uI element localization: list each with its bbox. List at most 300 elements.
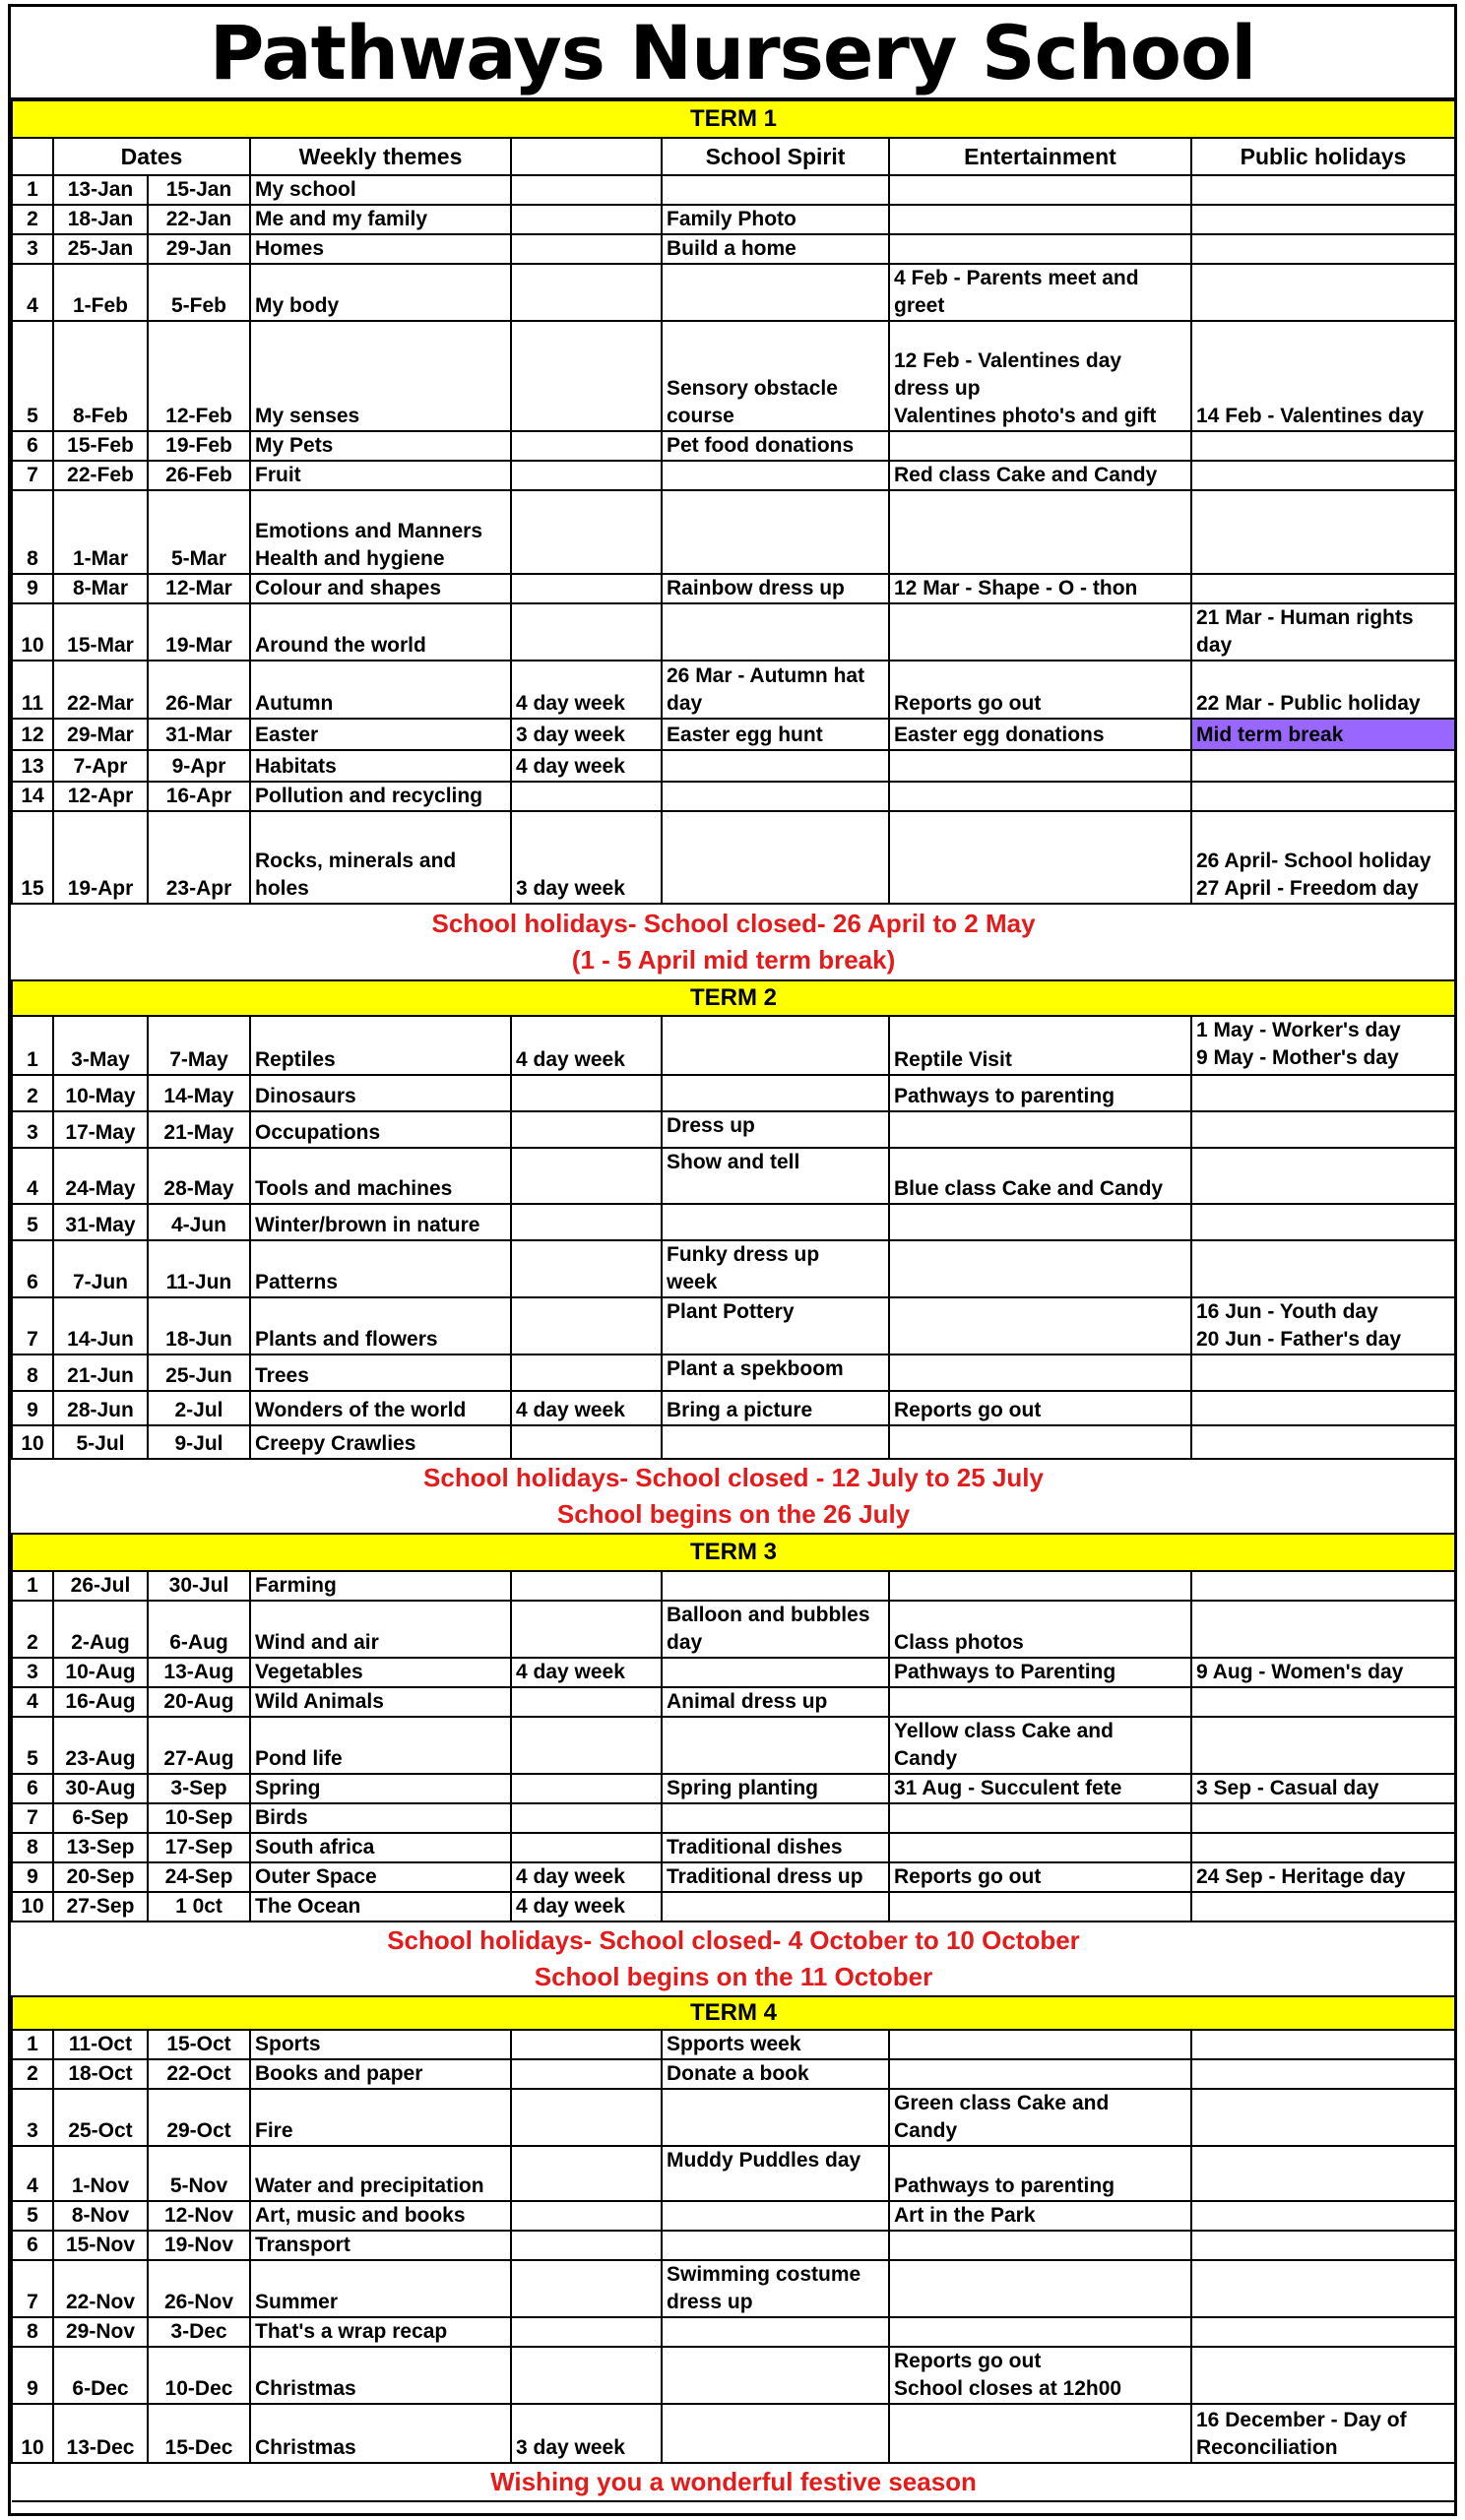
public-holiday [1191,574,1455,603]
public-holiday: 24 Sep - Heritage day [1191,1862,1455,1892]
date-to: 3-Sep [148,1774,250,1803]
school-spirit [662,750,889,782]
school-spirit: Plant Pottery [662,1297,889,1354]
entertainment [889,2059,1191,2089]
public-holiday [1191,264,1455,321]
public-holiday [1191,2231,1455,2260]
date-to: 30-Jul [148,1571,250,1601]
date-from: 6-Dec [53,2347,148,2404]
date-to: 22-Oct [148,2059,250,2089]
school-spirit: Easter egg hunt [662,719,889,750]
table-row [12,1862,1455,1892]
weekly-theme: Birds [250,1803,511,1833]
public-holiday [1191,2146,1455,2201]
weekly-theme: Habitats [250,750,511,782]
date-from: 13-Jan [53,175,148,205]
week-length [511,2231,662,2260]
school-spirit: Traditional dishes [662,1833,889,1862]
weekly-theme: Creepy Crawlies [250,1425,511,1459]
week-length [511,1425,662,1459]
week-number: 6 [12,2231,53,2260]
date-to: 31-Mar [148,719,250,750]
school-spirit: Donate a book [662,2059,889,2089]
public-holiday: 9 Aug - Women's day [1191,1658,1455,1687]
week-length [511,1240,662,1297]
date-from: 13-Sep [53,1833,148,1862]
date-from: 26-Jul [53,1571,148,1601]
week-number: 4 [12,1687,53,1717]
date-from: 1-Feb [53,264,148,321]
date-from: 13-Dec [53,2404,148,2463]
week-length [511,461,662,490]
date-from: 22-Nov [53,2260,148,2317]
week-length [511,2146,662,2201]
public-holiday [1191,490,1455,574]
table-row [12,811,1455,904]
date-to: 2-Jul [148,1391,250,1425]
weekly-theme: South africa [250,1833,511,1862]
entertainment [889,782,1191,811]
date-from: 19-Apr [53,811,148,904]
entertainment [889,1892,1191,1922]
entertainment [889,490,1191,574]
holiday-note-row [12,2463,1455,2501]
public-holiday [1191,1148,1455,1204]
date-from: 8-Feb [53,321,148,431]
weekly-theme: Christmas [250,2347,511,2404]
date-from: 18-Oct [53,2059,148,2089]
public-holiday [1191,2089,1455,2146]
term-band [12,1996,1455,2030]
holiday-note [12,904,1455,980]
date-from: 22-Mar [53,661,148,719]
school-spirit [662,2347,889,2404]
date-from: 10-May [53,1075,148,1111]
date-from: 8-Mar [53,574,148,603]
table-row [12,2089,1455,2146]
week-number: 14 [12,782,53,811]
holiday-note-line: (1 - 5 April mid term break) [571,945,896,975]
date-from: 10-Aug [53,1658,148,1687]
week-number: 1 [12,1571,53,1601]
week-length: 3 day week [511,811,662,904]
week-number: 10 [12,603,53,661]
date-to: 28-May [148,1148,250,1204]
week-number: 9 [12,2347,53,2404]
holiday-note [12,1459,1455,1534]
date-to: 29-Jan [148,234,250,264]
date-to: 29-Oct [148,2089,250,2146]
weekly-theme: That's a wrap recap [250,2317,511,2347]
calendar-table [11,99,1456,2502]
school-spirit [662,1892,889,1922]
week-length [511,574,662,603]
table-row [12,719,1455,750]
date-to: 4-Jun [148,1204,250,1240]
date-to: 24-Sep [148,1862,250,1892]
week-number: 9 [12,1391,53,1425]
table-row [12,1833,1455,1862]
school-spirit: Show and tell [662,1148,889,1204]
holiday-note-row [12,1922,1455,1996]
entertainment [889,1354,1191,1391]
weekly-theme: Books and paper [250,2059,511,2089]
weekly-theme: My Pets [250,431,511,461]
table-row [12,1240,1455,1297]
holiday-note-line: School holidays- School closed- 26 April to 2 May [431,909,1036,938]
table-row [12,2404,1455,2463]
public-holiday [1191,205,1455,234]
table-row [12,782,1455,811]
week-length [511,431,662,461]
date-from: 7-Jun [53,1240,148,1297]
week-number: 5 [12,1204,53,1240]
school-spirit: Spports week [662,2030,889,2059]
public-holiday [1191,2059,1455,2089]
school-spirit [662,2201,889,2231]
date-from: 25-Jan [53,234,148,264]
week-number: 8 [12,490,53,574]
weekly-theme: Easter [250,719,511,750]
week-number: 6 [12,1774,53,1803]
week-length [511,2347,662,2404]
week-number: 9 [12,574,53,603]
weekly-theme: Wind and air [250,1601,511,1658]
date-to: 19-Feb [148,431,250,461]
holiday-note-line: School holidays- School closed- 4 October to 10 October [387,1925,1080,1955]
public-holiday: 14 Feb - Valentines day [1191,321,1455,431]
public-holiday: 21 Mar - Human rights day [1191,603,1455,661]
table-row [12,321,1455,431]
holiday-note [12,2463,1455,2501]
week-length [511,1687,662,1717]
entertainment: Pathways to parenting [889,1075,1191,1111]
week-number: 7 [12,1803,53,1833]
school-spirit: Family Photo [662,205,889,234]
entertainment: Pathways to Parenting [889,1658,1191,1687]
entertainment: Reports go out [889,1862,1191,1892]
date-to: 26-Feb [148,461,250,490]
week-number: 2 [12,1601,53,1658]
table-row [12,2260,1455,2317]
school-spirit [662,811,889,904]
weekly-theme: Plants and flowers [250,1297,511,1354]
term-band [12,100,1455,138]
week-length [511,1354,662,1391]
table-row [12,2146,1455,2201]
public-holiday: 16 Jun - Youth day 20 Jun - Father's day [1191,1297,1455,1354]
week-length [511,1774,662,1803]
table-row [12,1658,1455,1687]
date-to: 12-Nov [148,2201,250,2231]
table-row [12,603,1455,661]
table-row [12,1571,1455,1601]
school-spirit: Plant a spekboom [662,1354,889,1391]
table-row [12,1774,1455,1803]
entertainment: Red class Cake and Candy [889,461,1191,490]
week-number: 5 [12,1717,53,1774]
week-length [511,1297,662,1354]
weekly-theme: My school [250,175,511,205]
table-row [12,2201,1455,2231]
week-length [511,2030,662,2059]
date-to: 20-Aug [148,1687,250,1717]
term-label: TERM 2 [12,980,1455,1016]
week-length: 4 day week [511,661,662,719]
week-length [511,1803,662,1833]
week-number: 8 [12,2317,53,2347]
school-spirit [662,2231,889,2260]
entertainment [889,750,1191,782]
weekly-theme: The Ocean [250,1892,511,1922]
date-from: 15-Mar [53,603,148,661]
school-spirit: Funky dress up week [662,1240,889,1297]
calendar-document [8,4,1457,2516]
entertainment: Easter egg donations [889,719,1191,750]
school-spirit [662,1717,889,1774]
table-row [12,2030,1455,2059]
table-row [12,205,1455,234]
week-number: 3 [12,2089,53,2146]
week-number: 8 [12,1354,53,1391]
school-spirit [662,2317,889,2347]
entertainment: Pathways to parenting [889,2146,1191,2201]
public-holiday: 16 December - Day of Reconciliation [1191,2404,1455,2463]
week-length [511,264,662,321]
week-number: 1 [12,1016,53,1075]
holiday-note-line: School begins on the 11 October [534,1962,933,1991]
entertainment: Green class Cake and Candy [889,2089,1191,2146]
date-from: 5-Jul [53,1425,148,1459]
date-from: 8-Nov [53,2201,148,2231]
weekly-theme: Dinosaurs [250,1075,511,1111]
table-row [12,1601,1455,1658]
public-holiday [1191,2317,1455,2347]
holiday-note-row [12,904,1455,980]
date-to: 6-Aug [148,1601,250,1658]
public-holiday [1191,461,1455,490]
table-row [12,1391,1455,1425]
school-spirit: Animal dress up [662,1687,889,1717]
week-length [511,2059,662,2089]
school-spirit [662,1571,889,1601]
week-length [511,234,662,264]
weekly-theme: Homes [250,234,511,264]
date-from: 2-Aug [53,1601,148,1658]
date-from: 18-Jan [53,205,148,234]
entertainment [889,2231,1191,2260]
date-to: 17-Sep [148,1833,250,1862]
weekly-theme: My senses [250,321,511,431]
week-length [511,782,662,811]
week-number: 7 [12,461,53,490]
week-number: 2 [12,205,53,234]
header-week-length [511,138,662,175]
holiday-note-line: School holidays- School closed - 12 July to 25 July [423,1463,1044,1492]
public-holiday [1191,750,1455,782]
week-number: 1 [12,175,53,205]
date-from: 24-May [53,1148,148,1204]
header-entertainment: Entertainment [889,138,1191,175]
date-to: 22-Jan [148,205,250,234]
entertainment [889,811,1191,904]
public-holiday [1191,234,1455,264]
entertainment [889,1111,1191,1148]
date-from: 31-May [53,1204,148,1240]
entertainment [889,1571,1191,1601]
school-spirit [662,1658,889,1687]
week-number: 7 [12,1297,53,1354]
date-from: 25-Oct [53,2089,148,2146]
week-length [511,1111,662,1148]
week-number: 4 [12,2146,53,2201]
header-number-cell [12,138,53,175]
entertainment: Reports go out School closes at 12h00 [889,2347,1191,2404]
date-from: 27-Sep [53,1892,148,1922]
weekly-theme: Wonders of the world [250,1391,511,1425]
week-number: 13 [12,750,53,782]
week-length [511,2260,662,2317]
date-from: 23-Aug [53,1717,148,1774]
date-to: 19-Nov [148,2231,250,2260]
school-spirit: Spring planting [662,1774,889,1803]
table-row [12,2347,1455,2404]
public-holiday [1191,1111,1455,1148]
week-number: 3 [12,234,53,264]
school-spirit: Bring a picture [662,1391,889,1425]
date-to: 21-May [148,1111,250,1148]
weekly-theme: Patterns [250,1240,511,1297]
entertainment [889,2404,1191,2463]
school-spirit [662,2089,889,2146]
date-to: 14-May [148,1075,250,1111]
week-length: 3 day week [511,719,662,750]
weekly-theme: My body [250,264,511,321]
date-to: 10-Dec [148,2347,250,2404]
weekly-theme: Trees [250,1354,511,1391]
school-spirit [662,1803,889,1833]
week-number: 3 [12,1658,53,1687]
school-spirit [662,1425,889,1459]
table-row [12,175,1455,205]
school-spirit [662,2404,889,2463]
term-band [12,980,1455,1016]
date-to: 15-Jan [148,175,250,205]
public-holiday: Mid term break [1191,719,1455,750]
week-length [511,1148,662,1204]
date-to: 12-Mar [148,574,250,603]
date-to: 13-Aug [148,1658,250,1687]
table-row [12,1148,1455,1204]
entertainment [889,175,1191,205]
entertainment [889,234,1191,264]
table-row [12,234,1455,264]
table-row [12,1425,1455,1459]
holiday-note-line: Wishing you a wonderful festive season [490,2467,977,2496]
week-length: 3 day week [511,2404,662,2463]
date-from: 11-Oct [53,2030,148,2059]
date-from: 29-Mar [53,719,148,750]
week-length [511,175,662,205]
week-length [511,1601,662,1658]
public-holiday [1191,1354,1455,1391]
week-number: 2 [12,1075,53,1111]
public-holiday [1191,1391,1455,1425]
date-from: 17-May [53,1111,148,1148]
table-row [12,1803,1455,1833]
date-from: 22-Feb [53,461,148,490]
weekly-theme: Autumn [250,661,511,719]
header-weekly-themes: Weekly themes [250,138,511,175]
public-holiday [1191,2347,1455,2404]
date-from: 30-Aug [53,1774,148,1803]
public-holiday [1191,1075,1455,1111]
weekly-theme: Farming [250,1571,511,1601]
date-to: 10-Sep [148,1803,250,1833]
table-row [12,2317,1455,2347]
term-label: TERM 3 [12,1534,1455,1571]
week-length [511,603,662,661]
week-number: 10 [12,1425,53,1459]
date-to: 25-Jun [148,1354,250,1391]
weekly-theme: Art, music and books [250,2201,511,2231]
week-number: 6 [12,1240,53,1297]
school-spirit: Balloon and bubbles day [662,1601,889,1658]
holiday-note [12,1922,1455,1996]
header-school-spirit: School Spirit [662,138,889,175]
week-length: 4 day week [511,1862,662,1892]
table-row [12,1111,1455,1148]
week-number: 8 [12,1833,53,1862]
date-from: 14-Jun [53,1297,148,1354]
holiday-note-row [12,1459,1455,1534]
school-spirit [662,175,889,205]
weekly-theme: Me and my family [250,205,511,234]
date-from: 6-Sep [53,1803,148,1833]
entertainment: Blue class Cake and Candy [889,1148,1191,1204]
school-spirit [662,1016,889,1075]
table-row [12,1297,1455,1354]
table-row [12,750,1455,782]
week-number: 5 [12,2201,53,2231]
date-to: 19-Mar [148,603,250,661]
school-spirit [662,461,889,490]
weekly-theme: Occupations [250,1111,511,1148]
weekly-theme: Water and precipitation [250,2146,511,2201]
date-to: 3-Dec [148,2317,250,2347]
week-length: 4 day week [511,1391,662,1425]
date-from: 29-Nov [53,2317,148,2347]
date-to: 7-May [148,1016,250,1075]
week-length [511,1571,662,1601]
table-row [12,661,1455,719]
week-number: 15 [12,811,53,904]
public-holiday: 26 April- School holiday 27 April - Freedom day [1191,811,1455,904]
date-to: 9-Apr [148,750,250,782]
week-length [511,1075,662,1111]
school-spirit [662,1204,889,1240]
school-spirit: Pet food donations [662,431,889,461]
weekly-theme: Summer [250,2260,511,2317]
public-holiday [1191,1803,1455,1833]
entertainment [889,2260,1191,2317]
entertainment: 12 Feb - Valentines day dress up Valentines photo's and gift [889,321,1191,431]
date-from: 28-Jun [53,1391,148,1425]
weekly-theme: Around the world [250,603,511,661]
week-length: 4 day week [511,1658,662,1687]
week-number: 7 [12,2260,53,2317]
weekly-theme: Spring [250,1774,511,1803]
